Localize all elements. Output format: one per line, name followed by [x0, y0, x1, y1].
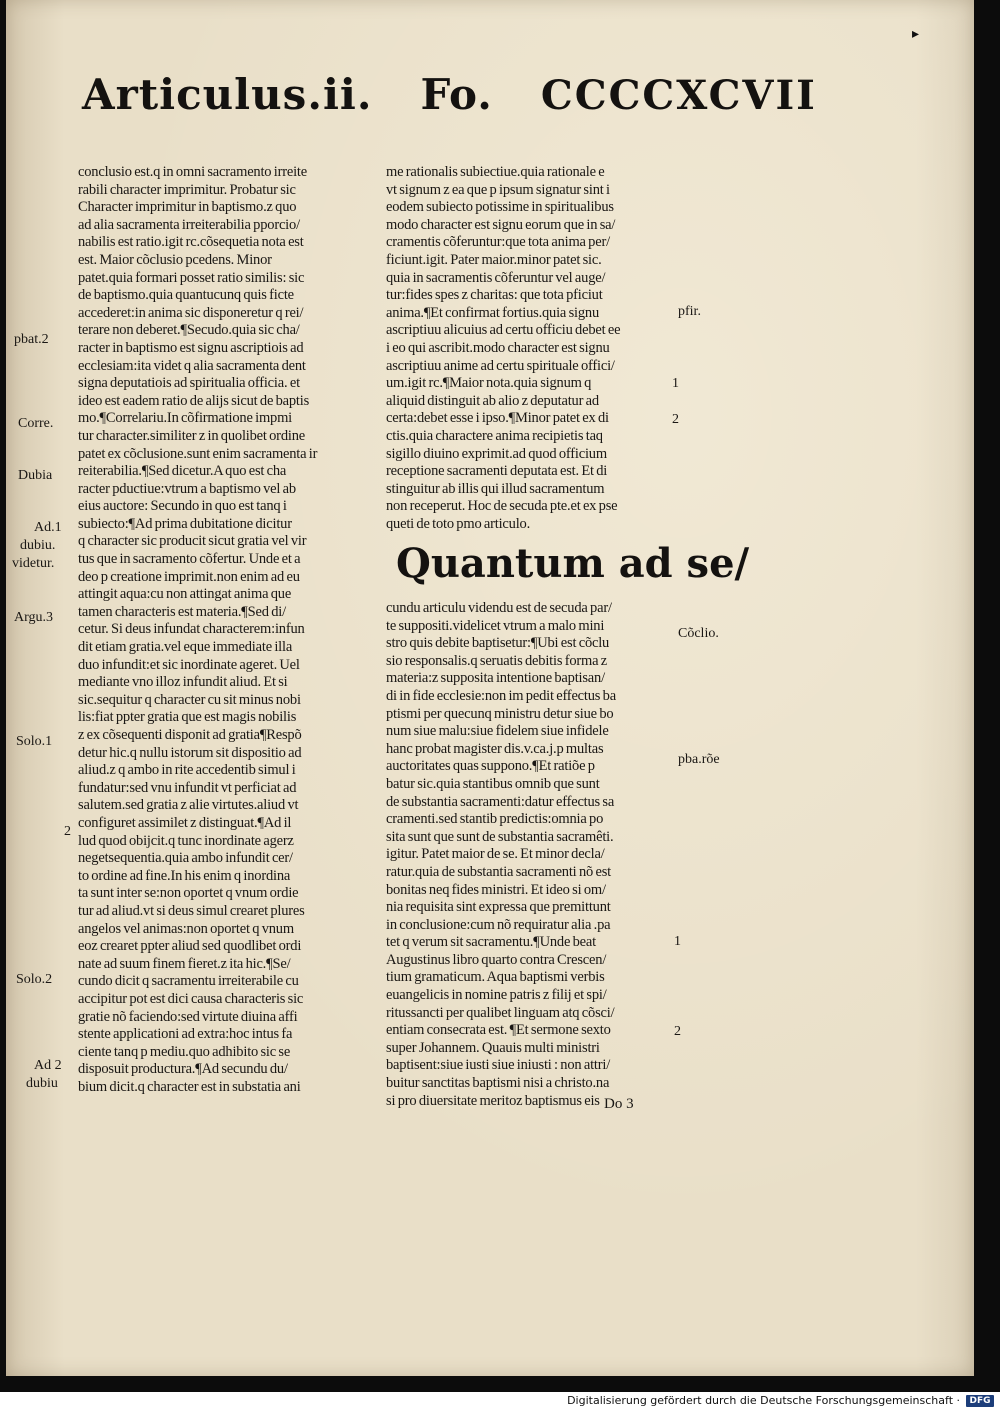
- text-line: bium dicit.q character est in substatia ani: [78, 1078, 301, 1095]
- marginal-note-right: 2: [674, 1024, 681, 1039]
- text-line: deo p creatione imprimit.non enim ad eu: [78, 568, 300, 585]
- text-line: sigillo diuino exprimit.ad quod officium: [386, 445, 607, 462]
- text-line: gratie nõ faciendo:sed virtute diuina affi: [78, 1008, 298, 1025]
- text-line: attingit aqua:cu non attingat anima que: [78, 586, 292, 603]
- marginal-note-left: pbat.2: [14, 332, 49, 347]
- signature-mark: Do 3: [604, 1096, 634, 1112]
- text-line: est. Maior cõclusio pcedens. Minor: [78, 251, 272, 268]
- text-line: tet q verum sit sacramentu.¶Unde beat: [386, 934, 596, 951]
- text-line: accederet:in anima sic disponeretur q rei/: [78, 304, 304, 321]
- text-line: rabili character imprimitur. Probatur sic: [78, 181, 296, 198]
- text-line: quia in sacramentis cõferuntur vel auge/: [386, 269, 606, 286]
- text-line: racter in baptismo est signu ascriptiois ad: [78, 339, 304, 356]
- text-line: patet ex cõclusione.sunt enim sacramenta ir: [78, 445, 318, 462]
- folio-label: Fo.: [420, 70, 493, 119]
- text-line: duo infundit:et sic inordinate ageret. Uel: [78, 656, 300, 673]
- text-line: racter pductiue:vtrum a baptismo vel ab: [78, 480, 296, 497]
- text-line: ratur.quia de substantia sacramenti nõ est: [386, 863, 611, 880]
- text-line: super Johannem. Quauis multi ministri: [386, 1039, 600, 1056]
- marginal-note-right: 2: [672, 412, 679, 427]
- text-line: dit etiam gratia.vel eque immediate illa: [78, 639, 293, 656]
- text-line: ctis.quia charactere anima recipietis taq: [386, 427, 603, 444]
- text-line: sio responsalis.q seruatis debitis forma z: [386, 652, 607, 669]
- text-line: fundatur:sed vnu infundit vt perficiat ad: [78, 779, 297, 796]
- text-line: z ex cõsequenti disponit ad gratia¶Respõ: [78, 727, 302, 743]
- text-line: buitur sanctitas baptismi nisi a christo.na: [386, 1075, 610, 1092]
- footer-bar: [0, 1392, 1000, 1412]
- marginal-note-left: videtur.: [12, 556, 55, 571]
- text-line: negetsequentia.quia ambo infundit cer/: [78, 850, 293, 867]
- text-line: bonitas neq fides ministri. Et ideo si om/: [386, 881, 606, 898]
- text-line: num siue malu:siue fidelem siue infidele: [386, 723, 609, 740]
- text-line: aliquid distinguit ab alio z deputatur ad: [386, 392, 599, 409]
- right-text-column-top: [386, 164, 674, 533]
- corner-mark: ▸: [912, 26, 920, 42]
- text-line: auctoritates quas suppono.¶Et ratiõe p: [386, 758, 595, 775]
- text-line: stinguitur ab illis qui illud sacramentum: [386, 480, 605, 497]
- text-line: de baptismo.quia quantucunq quis ficte: [78, 287, 294, 304]
- marginal-note-left: Dubia: [18, 468, 53, 483]
- text-line: sic.sequitur q character cu sit minus nobi: [78, 691, 301, 708]
- marginal-note-left: Corre.: [18, 416, 54, 431]
- text-line: ascriptiuu anime ad certu spirituale offici/: [386, 357, 615, 374]
- marginal-note-left: Ad 2: [34, 1058, 62, 1073]
- text-line: salutem.sed gratia z alie virtutes.aliud vt: [78, 797, 299, 814]
- text-line: certa:debet esse i ipso.¶Minor patet ex di: [386, 410, 609, 427]
- text-line: entiam consecrata est. ¶Et sermone sexto: [386, 1022, 611, 1039]
- folio-number: CCCCXCVII: [540, 72, 817, 119]
- text-line: patet.quia formari posset ratio similis: sic: [78, 269, 305, 286]
- text-line: subiecto:¶Ad prima dubitatione dicitur: [78, 515, 292, 532]
- text-line: modo character est signu eorum que in sa/: [386, 216, 616, 233]
- running-head: [82, 70, 817, 136]
- text-line: ritussancti per qualibet linguam atq cõsci/: [386, 1004, 615, 1021]
- text-line: tur:fides spes z charitas: que tota pficiut: [386, 287, 603, 304]
- text-line: terare non deberet.¶Secudo.quia sic cha/: [78, 322, 300, 339]
- text-line: de substantia sacramenti:datur effectus sa: [386, 793, 615, 810]
- text-line: ascriptiuu alicuius ad certu officiu debet ee: [386, 322, 621, 339]
- text-line: stro quis debite baptisetur:¶Ubi est cõclu: [386, 635, 610, 652]
- text-line: accipitur pot est dici causa characteris sic: [78, 990, 304, 1007]
- text-line: hanc probat magister dis.v.ca.j.p multas: [386, 740, 604, 757]
- text-line: eoz crearet ppter aliud sed quodlibet ordi: [78, 938, 302, 955]
- text-line: baptisent:siue iusti siue iniusti : non attri/: [386, 1057, 611, 1074]
- text-line: signa deputatiois ad spiritualia officia. et: [78, 375, 300, 392]
- text-line: detur hic.q nullu istorum sit dispositio ad: [78, 744, 302, 761]
- marginal-note-left: Solo.1: [16, 734, 53, 749]
- text-line: nate ad suum finem fieret.z ita hic.¶Se/: [78, 955, 291, 972]
- marginal-note-left: Ad.1: [34, 520, 62, 535]
- text-line: tamen characteris est materia.¶Sed di/: [78, 603, 286, 620]
- text-line: igitur. Patet maior de se. Et minor decla/: [386, 846, 605, 863]
- text-line: um.igit rc.¶Maior nota.quia signum q: [386, 375, 592, 392]
- text-line: reiterabilia.¶Sed dicetur.A quo est cha: [78, 463, 287, 480]
- marginal-note-right: pba.rõe: [678, 752, 720, 767]
- running-head-title: Articulus.ii.: [82, 70, 373, 119]
- text-line: anima.¶Et confirmat fortius.quia signu: [386, 304, 600, 321]
- text-line: queti de toto pmo articulo.: [386, 515, 531, 532]
- text-line: non receperut. Hoc de secuda pte.et ex pse: [386, 498, 618, 515]
- text-line: cramenti.sed stantib predictis:omnia po: [386, 811, 604, 828]
- marginal-note-left: dubiu: [26, 1076, 58, 1091]
- text-line: eius auctore: Secundo in quo est tanq i: [78, 498, 287, 515]
- marginal-note-left: Argu.3: [14, 610, 54, 625]
- text-line: to ordine ad fine.In his enim q inordina: [78, 867, 291, 884]
- text-line: tium gramaticum. Aqua baptismi verbis: [386, 969, 605, 986]
- text-line: ciente tanq p mediu.quo adhibito sic se: [78, 1043, 291, 1060]
- text-line: nabilis est ratio.igit rc.cõsequetia nota est: [78, 234, 304, 251]
- text-line: nia requisita sint expressa que premittunt: [386, 899, 611, 916]
- text-line: ecclesiam:ita videt q alia sacramenta dent: [78, 357, 306, 374]
- text-line: mo.¶Correlariu.In cõfirmatione impmi: [78, 410, 293, 427]
- text-line: vt signum z ea que p ipsum signatur sint i: [386, 181, 610, 198]
- funding-notice: Digitalisierung gefördert durch die Deutsche Forschungsgemeinschaft ·: [567, 1394, 960, 1407]
- text-line: ficiunt.igit. Pater maior.minor patet sic.: [386, 251, 602, 268]
- marginal-note-left: 2: [64, 824, 71, 839]
- marginal-note-left: Solo.2: [16, 972, 53, 987]
- text-line: tur character.similiter z in quolibet ordine: [78, 427, 305, 444]
- text-line: di in fide ecclesie:non im pedit effectus ba: [386, 687, 616, 704]
- text-line: tur ad aliud.vt si deus simul crearet plures: [78, 902, 305, 919]
- text-line: cundo dicit q sacramentu irreiterabile cu: [78, 973, 299, 990]
- text-line: lud quod obijcit.q tunc inordinate agerz: [78, 832, 294, 849]
- marginal-note-left: dubiu.: [20, 538, 56, 553]
- text-line: configuret assimilet z distinguat.¶Ad il: [78, 814, 292, 831]
- text-line: i eo qui ascribit.modo character est signu: [386, 339, 610, 356]
- text-line: euangelicis in nomine patris z filij et spi/: [386, 987, 607, 1004]
- marginal-note-right: 1: [672, 376, 679, 391]
- text-line: me rationalis subiectiue.quia rationale e: [386, 164, 605, 180]
- text-line: ad alia sacramenta irreiterabilia pporcio/: [78, 216, 300, 233]
- text-line: materia:z supposita intentione baptisan/: [386, 670, 605, 687]
- right-text-column-bottom: [386, 600, 674, 1110]
- text-line: in conclusione:cum nõ requiratur alia .pa: [386, 916, 611, 933]
- text-line: lis:fiat ppter gratia que est magis nobilis: [78, 709, 297, 726]
- text-line: cundu articulu videndu est de secuda par/: [386, 600, 612, 616]
- text-line: receptione sacramenti deputata est. Et di: [386, 463, 608, 480]
- text-line: ideo est eadem ratio de alijs sicut de baptis: [78, 392, 310, 409]
- text-line: te suppositi.videlicet vtrum a malo mini: [386, 617, 605, 634]
- text-line: aliud.z q ambo in rite accedentib simul i: [78, 762, 296, 779]
- text-line: tus que in sacramento cõfertur. Unde et a: [78, 551, 301, 568]
- text-line: angelos vel animas:non oportet q vnum: [78, 920, 294, 937]
- text-line: ptismi per quecunq ministru detur siue bo: [386, 705, 614, 722]
- section-initial: Quantum ad se/: [396, 540, 750, 587]
- marginal-note-right: 1: [674, 934, 681, 949]
- text-line: si pro diuersitate meritoz baptismus eis: [386, 1092, 600, 1109]
- text-line: cramentis cõferuntur:que tota anima per/: [386, 234, 610, 251]
- text-line: disposuit productura.¶Ad secundu du/: [78, 1061, 288, 1078]
- text-line: Character imprimitur in baptismo.z quo: [78, 199, 297, 216]
- marginal-note-right: pfir.: [678, 304, 701, 319]
- text-line: batur sic.quia stantibus omnib que sunt: [386, 775, 600, 792]
- text-line: Augustinus libro quarto contra Crescen/: [386, 951, 607, 968]
- text-line: eodem subiecto potissime in spiritualibus: [386, 199, 614, 216]
- left-text-column: [78, 164, 368, 1096]
- text-line: sita sunt que sunt de substantia sacramêti.: [386, 828, 614, 845]
- text-line: stente applicationi ad extra:hoc intus fa: [78, 1026, 293, 1043]
- text-line: cetur. Si deus infundat characterem:infun: [78, 621, 305, 638]
- text-line: ta sunt inter se:non oportet q vnum ordie: [78, 885, 299, 902]
- text-line: conclusio est.q in omni sacramento irreite: [78, 164, 308, 180]
- marginal-note-right: Cõclio.: [678, 626, 719, 641]
- text-line: q character sic producit sicut gratia vel vir: [78, 533, 307, 550]
- text-line: mediante vno illoz infundit aliud. Et si: [78, 674, 288, 691]
- dfg-logo: DFG: [966, 1395, 994, 1407]
